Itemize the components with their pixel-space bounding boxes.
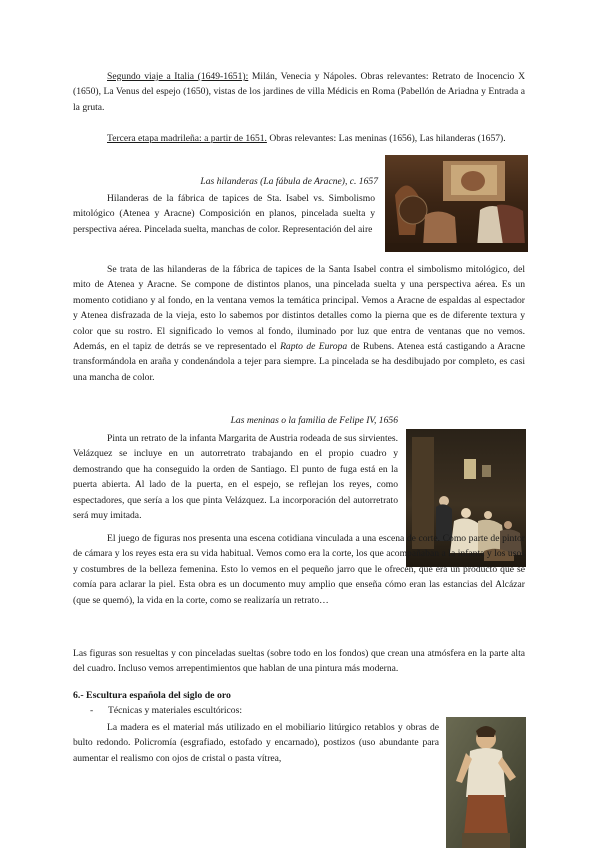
section-label: Segundo viaje a Italia (1649-1651): <box>107 71 249 82</box>
escultura-paragraph: La madera es el material más utilizado en el mobiliario litúrgico retablos y obras de bulto redondo. Policromía (esgrafiado, estofado y encarnado), postizos (uso abundante para aumentar el realismo con ojos de cristal o pasta vítrea, <box>73 722 439 764</box>
section-label: Tercera etapa madrileña: a partir de 1651. <box>107 133 267 144</box>
bullet-tecnicas: Técnicas y materiales escultóricos: <box>108 705 242 716</box>
hilanderas-painting-image <box>385 155 528 252</box>
section-heading-escultura: 6.- Escultura española del siglo de oro <box>73 690 231 701</box>
sculpture-photo-image <box>446 717 526 848</box>
hilanderas-description: Se trata de las hilanderas de la fábrica de tapices de la Santa Isabel contra el simbolismo mitológico, del mito de Atenea y Aracne. Se compone de distintos planos, una pincelada suelta y una perspectiva aérea. Es un momento cotidiano y al fondo, en la ventana vemos la temática principal. Vemos a Aracne de espaldas al espectador y Atenea disfrazada de la vieja, esto lo sabemos por distintos detalles como la pierna que es de diferente textura y color que su rostro. El significado lo vemos al fondo, iluminado por luz que entra de ventanas que no vemos. Además, en el tapiz de detrás se ve representado el Rapto de Europa de Rubens. Atenea está castigando a Aracne transformándola en araña y condenándola a tejer para siempre. La pincelada se ha desdibujado por completo, es casi una mancha de color. <box>73 264 525 383</box>
rapto-de-europa-title: Rapto de Europa <box>280 341 348 353</box>
meninas-paragraph-1: Pinta un retrato de la infanta Margarita de Austria rodeada de sus sirvientes. Velázquez se incluye en un autorretrato trabajando en el propio cuadro y demostrando que ha conseguido la orden de Santiago. El punto de fuga está en la puerta abierta. Al lado de la puerta, en el espejo, se reflejan los reyes, como espectadores, que sería a los que pinta Velázquez. La incorporación del autorretrato será muy imitada. <box>73 433 399 522</box>
meninas-caption: Las meninas o la familia de Felipe IV, 1656 <box>230 415 398 426</box>
bullet-marker: - <box>90 705 94 716</box>
section-text: Obras relevantes: Las meninas (1656), Las hilanderas (1657). <box>266 133 506 144</box>
section-text: Milán, Venecia y Nápoles. Obras relevantes: Retrato de Inocencio X (1650), La Venus del espejo (1650), vistas de los jardines de villa Médicis en Roma (Pabellón de Ariadna y Entrada a la gruta. <box>73 71 525 113</box>
hilanderas-caption: Las hilanderas (La fábula de Aracne), c. 1657 <box>200 176 378 187</box>
meninas-paragraph-3: Las figuras son resueltas y con pinceladas sueltas (sobre todo en los fondos) que crean una atmósfera en la parte alta del cuadro. Incluso vemos arrepentimientos que hablan de una pintura más moderna. <box>73 648 525 675</box>
meninas-paragraph-2: El juego de figuras nos presenta una escena cotidiana vinculada a una escena de corte. Como parte de pintor de cámara y los reyes esta era su vida habitual. Vemos como era la corte, los que acompañaban a la infanta y los usos y costumbres de la belleza femenina. Esto lo vemos en el pequeño jarro que le ofrecen, que era un producto que se comía para aclarar la piel. Esta obra es un documento muy amplio que enseña cómo eran las estancias del Alcázar (que se quemó), la vida en la corte, como se realizaría un retrato… <box>73 533 525 606</box>
hilanderas-intro: Hilanderas de la fábrica de tapices de Sta. Isabel vs. Simbolismo mitológico (Atenea y Aracne) Composición en planos, pincelada suelta y perspectiva aérea. Pincelada suelta, manchas de color. Representación del aire <box>73 193 375 235</box>
paragraph-tercera-etapa <box>73 131 525 146</box>
paragraph-segundo-viaje <box>73 69 525 115</box>
